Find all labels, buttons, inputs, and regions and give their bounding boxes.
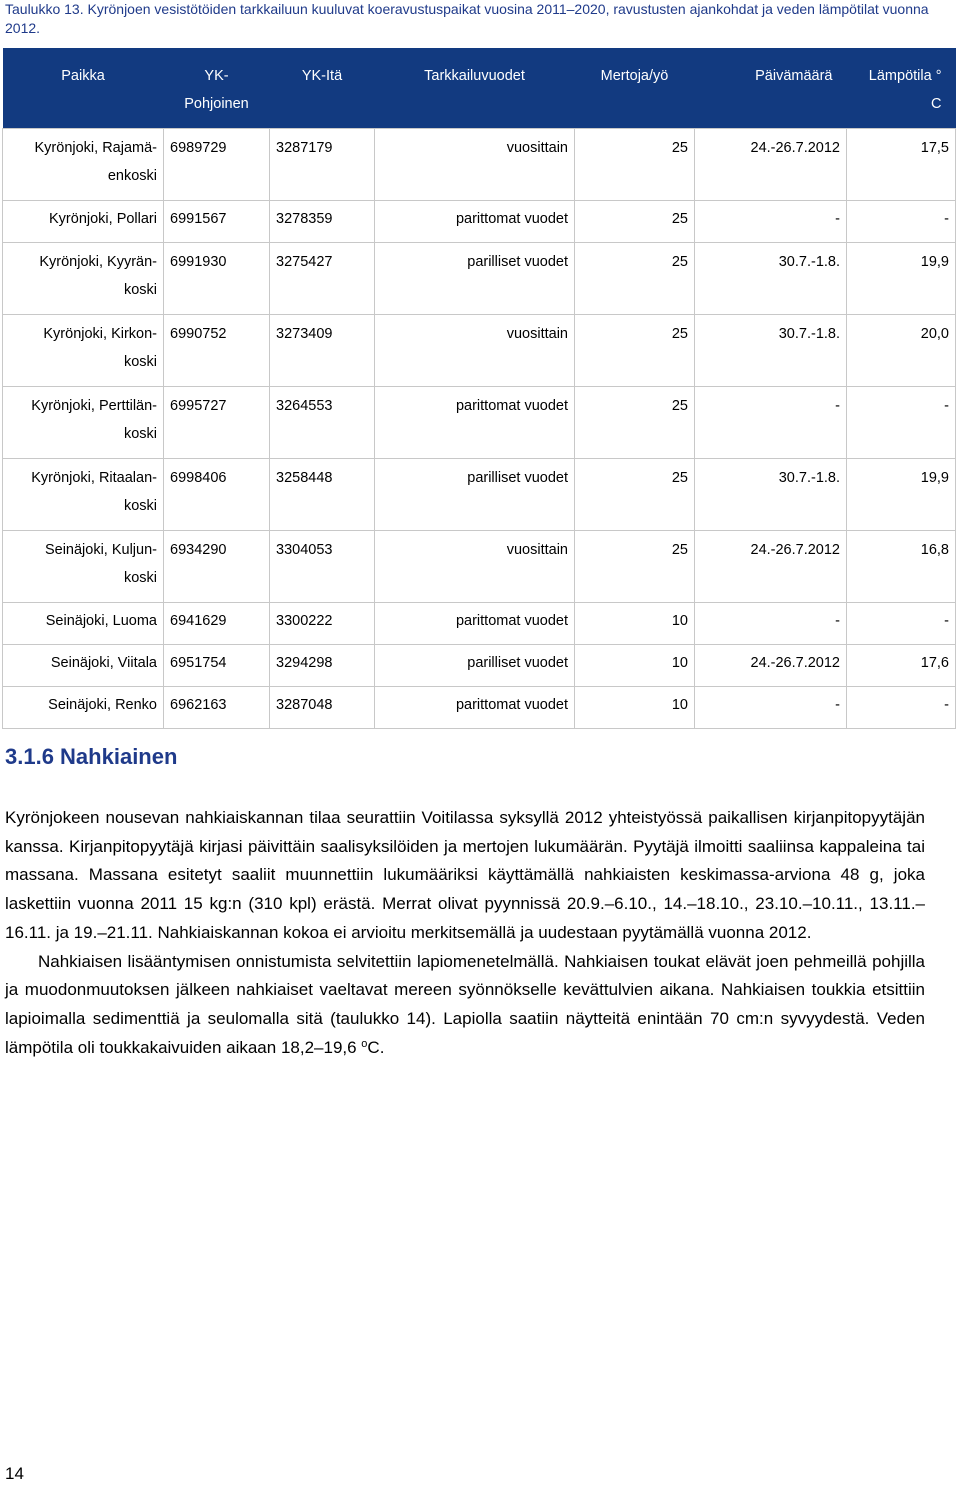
traps-per-night-cell: 25: [575, 243, 695, 315]
yk-north-cell: 6951754: [164, 645, 270, 687]
yk-north-cell: 6991567: [164, 201, 270, 243]
temperature-unit: C.: [367, 1037, 385, 1057]
water-temperature-cell: 20,0: [847, 315, 956, 387]
monitoring-years-cell: parilliset vuodet: [375, 243, 575, 315]
yk-east-cell: 3278359: [270, 201, 375, 243]
site-name-cell: Seinäjoki, Kuljun- koski: [3, 531, 164, 603]
survey-date-cell: 24.-26.7.2012: [695, 645, 847, 687]
traps-per-night-cell: 25: [575, 531, 695, 603]
table-header-row: [3, 48, 956, 129]
water-temperature-cell: 19,9: [847, 243, 956, 315]
header-yk-pohjoinen: YK- Pohjoinen: [164, 48, 270, 129]
yk-north-cell: 6998406: [164, 459, 270, 531]
yk-east-cell: 3300222: [270, 603, 375, 645]
header-yk-ita: YK-Itä: [270, 48, 375, 129]
monitoring-years-cell: parilliset vuodet: [375, 645, 575, 687]
header-paikka: Paikka: [3, 48, 164, 129]
page-number: 14: [5, 1464, 24, 1483]
yk-east-cell: 3273409: [270, 315, 375, 387]
monitoring-years-cell: parittomat vuodet: [375, 603, 575, 645]
survey-date-cell: -: [695, 201, 847, 243]
table-row: [3, 531, 956, 603]
table-row: [3, 243, 956, 315]
water-temperature-cell: -: [847, 603, 956, 645]
table-row: [3, 459, 956, 531]
table-row: [3, 387, 956, 459]
yk-north-cell: 6995727: [164, 387, 270, 459]
survey-date-cell: -: [695, 687, 847, 729]
crayfish-sites-table: [2, 48, 956, 729]
monitoring-years-cell: vuosittain: [375, 531, 575, 603]
site-name-cell: Kyrönjoki, Kirkon- koski: [3, 315, 164, 387]
traps-per-night-cell: 25: [575, 201, 695, 243]
yk-north-cell: 6991930: [164, 243, 270, 315]
survey-date-cell: 30.7.-1.8.: [695, 243, 847, 315]
yk-east-cell: 3287179: [270, 129, 375, 201]
water-temperature-cell: 16,8: [847, 531, 956, 603]
paragraph-2-text: Nahkiaisen lisääntymisen onnistumista selvitettiin lapiomenetelmällä. Nahkiaisen toukat elävät joen pehmeillä pohjilla ja muodonmuutoksen jälkeen nahkiaiset vaeltavat mereen syönnökselle kevättulvien aikana. Nahkiaisen toukkia etsittiin lapioimalla sedimenttiä ja seulomalla sitä (taulukko 14). Lapiolla saatiin näytteitä enintään 70 cm:n syvyydestä. Veden lämpötila oli toukkakaivuiden aikaan 18,2–19,6: [5, 951, 925, 1057]
table-row: [3, 603, 956, 645]
site-name-cell: Kyrönjoki, Rajamä- enkoski: [3, 129, 164, 201]
yk-north-cell: 6941629: [164, 603, 270, 645]
water-temperature-cell: -: [847, 387, 956, 459]
yk-north-cell: 6962163: [164, 687, 270, 729]
yk-north-cell: 6989729: [164, 129, 270, 201]
section-heading: 3.1.6 Nahkiainen: [5, 744, 178, 769]
water-temperature-cell: 17,5: [847, 129, 956, 201]
site-name-cell: Kyrönjoki, Ritaalan- koski: [3, 459, 164, 531]
monitoring-years-cell: parittomat vuodet: [375, 201, 575, 243]
traps-per-night-cell: 10: [575, 645, 695, 687]
site-name-cell: Kyrönjoki, Kyyrän- koski: [3, 243, 164, 315]
survey-date-cell: 24.-26.7.2012: [695, 129, 847, 201]
yk-north-cell: 6990752: [164, 315, 270, 387]
survey-date-cell: 24.-26.7.2012: [695, 531, 847, 603]
degree-mark: o: [361, 1037, 368, 1050]
traps-per-night-cell: 25: [575, 459, 695, 531]
site-name-cell: Seinäjoki, Luoma: [3, 603, 164, 645]
yk-east-cell: 3275427: [270, 243, 375, 315]
table-row: [3, 129, 956, 201]
monitoring-years-cell: parittomat vuodet: [375, 687, 575, 729]
survey-date-cell: -: [695, 603, 847, 645]
paragraph-2: [5, 948, 925, 1063]
header-lampotila: Lämpötila ° C: [847, 48, 956, 129]
yk-east-cell: 3287048: [270, 687, 375, 729]
yk-east-cell: 3304053: [270, 531, 375, 603]
site-name-cell: Seinäjoki, Viitala: [3, 645, 164, 687]
survey-date-cell: -: [695, 387, 847, 459]
table-caption: Taulukko 13. Kyrönjoen vesistötöiden tarkkailuun kuuluvat koeravustuspaikat vuosina 2011–2020, ravustusten ajankohdat ja veden lämpötilat vuonna 2012.: [5, 1, 929, 36]
yk-east-cell: 3264553: [270, 387, 375, 459]
header-paivamaara: Päivämäärä: [695, 48, 847, 129]
monitoring-years-cell: vuosittain: [375, 129, 575, 201]
traps-per-night-cell: 25: [575, 315, 695, 387]
traps-per-night-cell: 10: [575, 603, 695, 645]
water-temperature-cell: 19,9: [847, 459, 956, 531]
monitoring-years-cell: parittomat vuodet: [375, 387, 575, 459]
site-name-cell: Kyrönjoki, Perttilän- koski: [3, 387, 164, 459]
table-row: [3, 201, 956, 243]
header-tarkkailuvuodet: Tarkkailuvuodet: [375, 48, 575, 129]
site-name-cell: Kyrönjoki, Pollari: [3, 201, 164, 243]
monitoring-years-cell: vuosittain: [375, 315, 575, 387]
paragraph-1: Kyrönjokeen nousevan nahkiaiskannan tilaa seurattiin Voitilassa syksyllä 2012 yhteistyössä paikallisen kirjanpitopyytäjän kanssa. Kirjanpitopyytäjä kirjasi päivittäin saalisyksilöiden ja mertojen lukumäärän. Pyytäjä ilmoitti saaliinsa kappaleina tai massana. Massana esitetyt saaliit muunnettiin lukumääriksi käyttämällä nahkiaisten keskimassa-arviona 48 g, joka laskettiin vuonna 2011 15 kg:n (310 kpl) erästä. Merrat olivat pyynnissä 20.9.–6.10., 14.–18.10., 23.10.–10.11., 13.11.–16.11. ja 19.–21.11. Nahkiaiskannan kokoa ei arvioitu merkitsemällä ja uudestaan pyytämällä vuonna 2012.: [5, 808, 925, 942]
survey-date-cell: 30.7.-1.8.: [695, 315, 847, 387]
water-temperature-cell: -: [847, 201, 956, 243]
water-temperature-cell: 17,6: [847, 645, 956, 687]
section-body: [5, 804, 925, 1062]
header-mertoja: Mertoja/yö: [575, 48, 695, 129]
site-name-cell: Seinäjoki, Renko: [3, 687, 164, 729]
table-row: [3, 687, 956, 729]
water-temperature-cell: -: [847, 687, 956, 729]
survey-date-cell: 30.7.-1.8.: [695, 459, 847, 531]
table-row: [3, 645, 956, 687]
yk-east-cell: 3294298: [270, 645, 375, 687]
yk-north-cell: 6934290: [164, 531, 270, 603]
monitoring-years-cell: parilliset vuodet: [375, 459, 575, 531]
table-row: [3, 315, 956, 387]
traps-per-night-cell: 10: [575, 687, 695, 729]
traps-per-night-cell: 25: [575, 387, 695, 459]
traps-per-night-cell: 25: [575, 129, 695, 201]
yk-east-cell: 3258448: [270, 459, 375, 531]
